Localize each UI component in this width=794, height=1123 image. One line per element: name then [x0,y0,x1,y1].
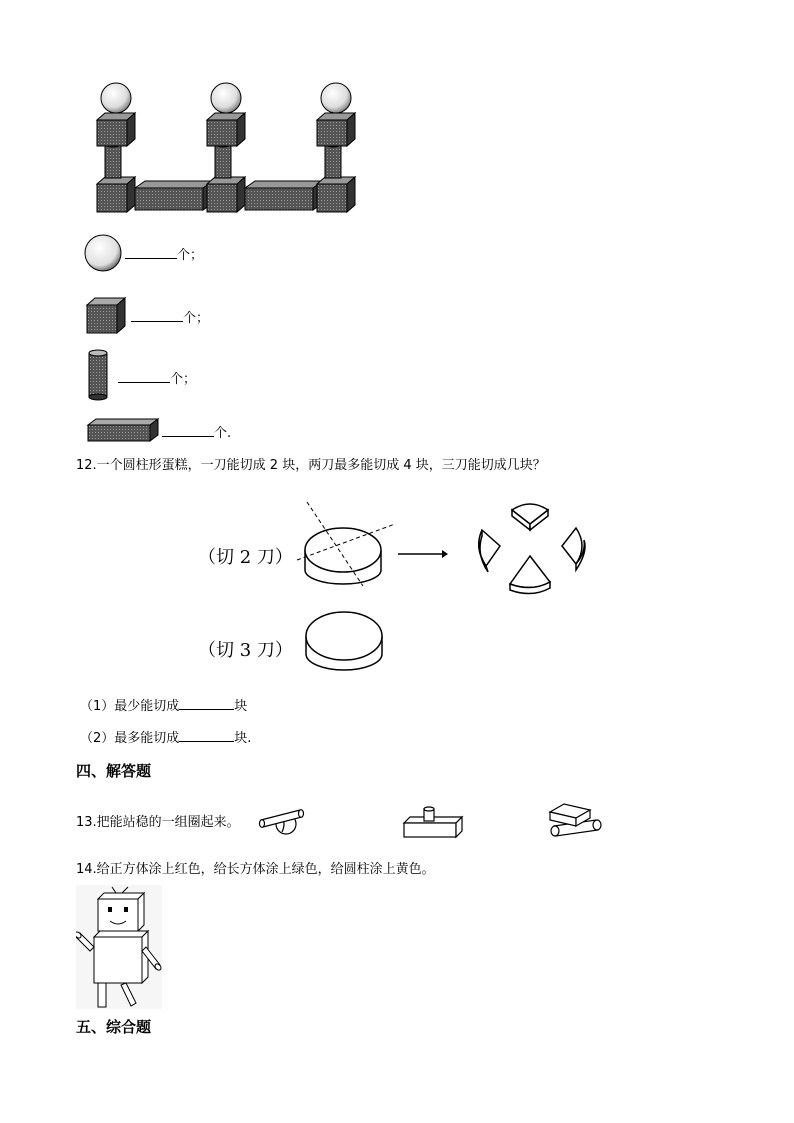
arrow-icon [398,548,448,560]
stack-option-2-figure[interactable] [402,805,464,841]
cake-three-cuts-figure [303,608,385,680]
q14-text: 14.给正方体涂上红色，给长方体涂上绿色，给圆柱涂上黄色。 [76,862,435,877]
min-pieces-blank[interactable] [179,697,234,710]
stack-option-3-figure[interactable] [546,800,606,838]
sphere-count-blank[interactable] [125,246,177,259]
cylinder-count-blank[interactable] [118,370,170,383]
sphere-icon [83,233,125,273]
label-two-cuts: （切 2 刀） [198,547,293,568]
section-5-title: 五、综合题 [76,1018,152,1036]
max-pieces-blank[interactable] [179,729,234,742]
q12-answer-2: （2）最多能切成 块. [80,731,252,746]
cylinder-count-line: 个； [118,370,196,388]
q13-text: 13.把能站稳的一组圈起来。 [76,815,240,830]
cuboid-count-line: 个. [162,424,231,442]
stack-option-1-figure[interactable] [256,806,308,836]
cube-count-blank[interactable] [131,309,183,322]
section-4-title: 四、解答题 [76,762,152,780]
cuboid-count-blank[interactable] [162,424,214,437]
q12-question: 12.一个圆柱形蛋糕，一刀能切成 2 块，两刀最多能切成 4 块，三刀能切成几块？ [76,458,546,473]
block-structure-figure [95,80,360,215]
sphere-count-line: 个； [125,246,203,264]
cake-two-cuts-figure [295,500,400,595]
cube-icon [85,296,130,336]
cuboid-icon [86,417,161,443]
cake-pieces-figure [472,496,592,598]
cylinder-icon [87,348,111,402]
robot-figure [76,885,162,1009]
cube-count-line: 个； [131,309,209,327]
q12-answer-1: （1）最少能切成 块 [80,699,248,714]
label-three-cuts: （切 3 刀） [198,640,293,661]
robot-head-cube [98,893,144,899]
